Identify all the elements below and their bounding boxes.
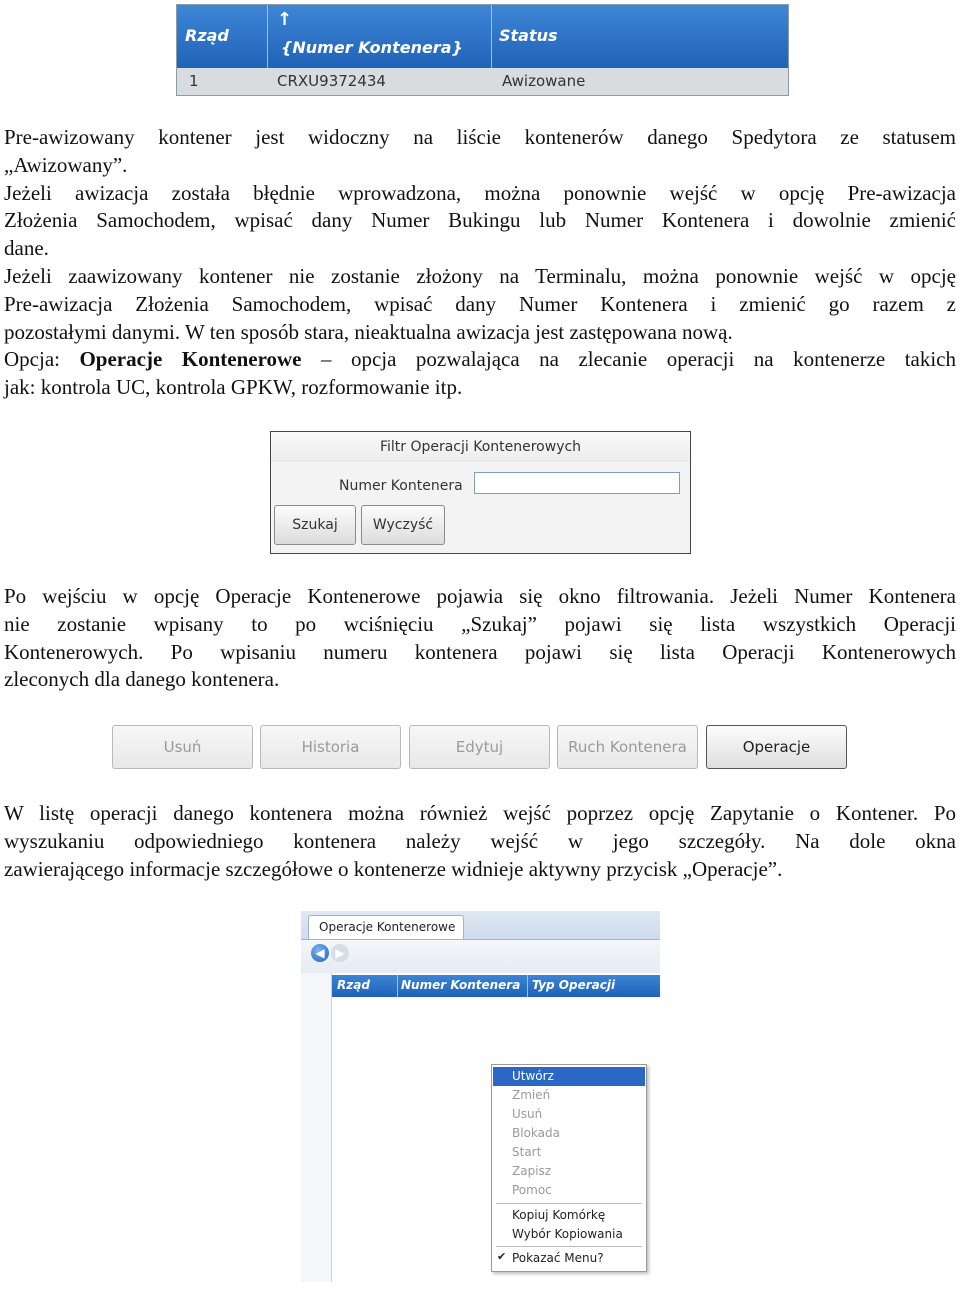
text-line: W listę operacji danego kontenera można również wejść poprzez opcję Zapytanie o Kontener. Po <box>4 801 956 825</box>
container-number-input[interactable] <box>474 472 680 494</box>
text-line: Po wejściu w opcję Operacje Kontenerowe pojawia się okno filtrowania. Jeżeli Numer Kontenera <box>4 584 956 608</box>
menu-item-lock[interactable]: Blokada <box>512 1126 560 1140</box>
menu-item-create[interactable]: Utwórz <box>493 1067 645 1086</box>
tab-operations[interactable]: Operacje Kontenerowe <box>308 915 464 939</box>
menu-separator <box>496 1246 642 1247</box>
container-movement-button[interactable]: Ruch Kontenera <box>557 725 698 769</box>
cell-row: 1 <box>189 72 199 90</box>
column-separator[interactable] <box>491 5 492 68</box>
menu-item-help[interactable]: Pomoc <box>512 1183 552 1197</box>
menu-item-change[interactable]: Zmień <box>512 1088 551 1102</box>
text-line: Kontenerowych. Po wpisaniu numeru kontenera pojawi się lista Operacji Kontenerowych <box>4 639 956 664</box>
column-separator[interactable] <box>527 975 528 997</box>
nav-toolbar <box>301 940 660 973</box>
column-separator[interactable] <box>397 975 398 997</box>
text-line: „Awizowany”. <box>4 152 128 177</box>
text-line: wyszukaniu odpowiedniego kontenera należy wejść w jego szczegóły. Na dole okna <box>4 828 956 853</box>
checkmark-icon: ✔ <box>497 1250 507 1263</box>
cell-container-number: CRXU9372434 <box>277 72 386 90</box>
window-frame <box>301 973 332 1282</box>
text-line: jak: kontrola UC, kontrola GPKW, rozformowanie itp. <box>4 375 463 400</box>
operations-button[interactable]: Operacje <box>706 725 847 769</box>
menu-item-copy-cell[interactable]: Kopiuj Komórkę <box>512 1208 606 1222</box>
menu-separator <box>496 1203 642 1204</box>
table-row[interactable] <box>177 68 788 95</box>
text-line: pozostałymi danymi. W ten sposób stara, nieaktualna awizacja jest zastępowana nową. <box>4 319 733 344</box>
paragraph-preawizacja <box>4 124 956 402</box>
text-line: Pre-awizowany kontener jest widoczny na liście kontenerów danego Spedytora ze statusem <box>4 125 956 149</box>
option-name: Operacje Kontenerowe <box>79 347 302 372</box>
filter-panel <box>270 431 691 554</box>
text-line: Jeżeli zaawizowany kontener nie zostanie złożony na Terminalu, można ponownie wejść w opcję <box>4 263 956 288</box>
text-line: Jeżeli awizacja została błędnie wprowadzona, można ponownie wejść w opcję Pre-awizacja <box>4 180 956 205</box>
text-line: dane. <box>4 236 49 261</box>
menu-item-delete[interactable]: Usuń <box>512 1107 543 1121</box>
menu-item-show-menu[interactable]: Pokazać Menu? <box>512 1251 604 1265</box>
column-header-status[interactable]: Status <box>499 26 558 45</box>
column-header-row[interactable]: Rząd <box>337 978 370 992</box>
text-line: zleconych dla danego kontenera. <box>4 667 280 692</box>
option-description: – opcja pozwalająca na zlecanie operacji na kontenerze takich <box>301 347 957 372</box>
column-separator[interactable] <box>267 5 268 68</box>
column-header-container-number[interactable]: {Numer Kontenera} <box>281 38 463 57</box>
paragraph-filter <box>4 583 956 694</box>
context-menu <box>491 1064 647 1272</box>
cell-status: Awizowane <box>502 72 586 90</box>
text-line: zawierającego informacje szczegółowe o kontenerze widnieje aktywny przycisk „Operacje”. <box>4 856 783 881</box>
edit-button[interactable]: Edytuj <box>409 725 550 769</box>
column-header-container-number[interactable]: Numer Kontenera <box>401 978 521 992</box>
delete-button[interactable]: Usuń <box>112 725 253 769</box>
column-header-operation-type[interactable]: Typ Operacji <box>532 978 616 992</box>
clear-button[interactable]: Wyczyść <box>361 505 445 545</box>
container-grid <box>176 4 789 96</box>
container-number-label: Numer Kontenera <box>339 478 463 494</box>
menu-item-start[interactable]: Start <box>512 1145 542 1159</box>
text-line: nie zostanie wpisany to po wciśnięciu „Szukaj” pojawi się lista wszystkich Operacji <box>4 611 956 636</box>
search-button[interactable]: Szukaj <box>274 505 356 545</box>
sort-ascending-icon: ↑ <box>277 9 293 30</box>
menu-item-copy-selection[interactable]: Wybór Kopiowania <box>512 1227 623 1241</box>
back-arrow-icon[interactable]: ◀ <box>311 944 329 962</box>
history-button[interactable]: Historia <box>260 725 401 769</box>
forward-arrow-icon[interactable]: ▶ <box>331 944 349 962</box>
menu-item-save[interactable]: Zapisz <box>512 1164 552 1178</box>
option-prefix: Opcja: <box>4 347 80 372</box>
column-header-row[interactable]: Rząd <box>185 26 229 45</box>
text-line-option <box>4 346 956 374</box>
filter-title: Filtr Operacji Kontenerowych <box>271 432 690 462</box>
grid-header <box>177 5 788 68</box>
text-line: Pre-awizacja Złożenia Samochodem, wpisać dany Numer Kontenera i zmienić go razem z <box>4 291 956 316</box>
text-line: Złożenia Samochodem, wpisać dany Numer Bukingu lub Numer Kontenera i dowolnie zmienić <box>4 208 956 233</box>
paragraph-query <box>4 800 956 883</box>
